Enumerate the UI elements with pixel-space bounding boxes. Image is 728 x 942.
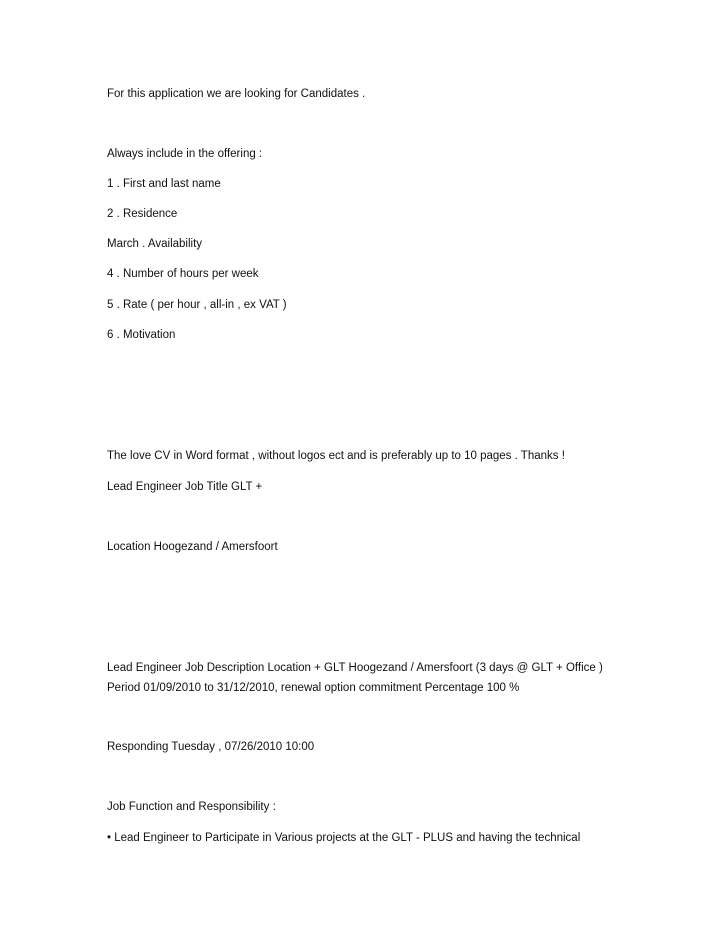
list-item: 4 . Number of hours per week (107, 268, 259, 280)
function-heading: Job Function and Responsibility : (107, 801, 276, 813)
responding-text: Responding Tuesday , 07/26/2010 10:00 (107, 741, 315, 753)
job-description-line: Period 01/09/2010 to 31/12/2010, renewal option commitment Percentage 100 % (107, 682, 520, 694)
list-item: 5 . Rate ( per hour , all-in , ex VAT ) (107, 299, 287, 311)
job-description-line: Lead Engineer Job Description Location + GLT Hoogezand / Amersfoort (3 days @ GLT + Office ) (107, 662, 603, 674)
list-item: 2 . Residence (107, 208, 178, 220)
list-item: 1 . First and last name (107, 178, 221, 190)
bullet-item: • Lead Engineer to Participate in Various projects at the GLT - PLUS and having the technical (107, 832, 581, 844)
list-item: 6 . Motivation (107, 329, 176, 341)
location-text: Location Hoogezand / Amersfoort (107, 541, 278, 553)
intro-text: For this application we are looking for Candidates . (107, 88, 366, 100)
cv-note: The love CV in Word format , without logos ect and is preferably up to 10 pages . Thanks ! (107, 450, 565, 462)
job-title: Lead Engineer Job Title GLT + (107, 481, 263, 493)
list-item: March . Availability (107, 238, 203, 250)
include-heading: Always include in the offering : (107, 148, 263, 160)
